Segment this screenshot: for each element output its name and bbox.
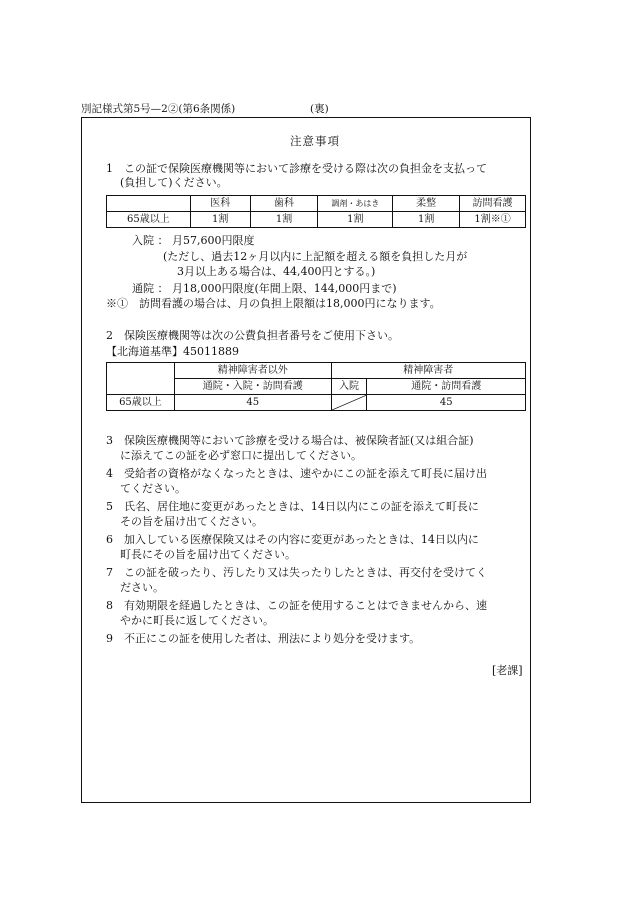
notice-item-3-line1: 3 保険医療機関等において診療を受ける場合は、被保険者証(又は組合証) <box>106 434 474 447</box>
table-cell: 65歳以上 <box>107 212 191 228</box>
notice-item-5-line2: その旨を届け出てください。 <box>120 515 263 528</box>
notice-item-8-line2: やかに町長に返してください。 <box>120 614 274 627</box>
table-cell: 1割※① <box>460 212 526 228</box>
notice-item-8-line1: 8 有効期限を経過したときは、この証を使用することはできませんから、速 <box>106 599 487 612</box>
burden-table <box>106 195 526 228</box>
notice-item-7-line2: ださい。 <box>120 581 164 594</box>
notice-item-5-line1: 5 氏名、居住地に変更があったときは、14日以内にこの証を添えて町長に <box>106 500 479 513</box>
table-header-cell: 通院・訪問看護 <box>367 379 526 395</box>
table-cell: 1割 <box>190 212 250 228</box>
table-row <box>107 212 526 228</box>
table-cell: 45 <box>367 395 526 411</box>
notice-item-4-line2: てください。 <box>120 482 186 495</box>
page-title: 注意事項 <box>290 134 340 148</box>
table-header-row <box>107 196 526 212</box>
notice-item-7-line1: 7 この証を破ったり、汚したり又は失ったりしたときは、再交付を受けてく <box>106 566 487 579</box>
table-header-cell: 入院 <box>331 379 367 395</box>
table-header-cell: 通院・入院・訪問看護 <box>174 379 331 395</box>
public-payer-table <box>106 362 526 411</box>
section1-line1: 1 この証で保険医療機関等において診療を受ける際は次の負担金を支払って <box>106 162 487 175</box>
form-label: 別記様式第5号—2②(第6条関係) <box>81 103 236 115</box>
side-label: (裏) <box>310 103 329 115</box>
table-header-cell: 歯科 <box>250 196 318 212</box>
notice-item-6-line2: 町長にその旨を届け出てください。 <box>120 548 296 561</box>
table-header-cell <box>107 363 175 395</box>
nyuin-note-line2: 3月以上ある場合は、44,400円とする。) <box>177 265 376 278</box>
nyuin-note-line1: (ただし、過去12ヶ月以内に上記額を超える額を負担した月が <box>163 250 468 263</box>
section2-line2: 【北海道基準】45011889 <box>106 345 239 358</box>
table-header-cell: 精神障害者以外 <box>174 363 331 379</box>
nyuin-limit: 入院 ： 月57,600円限度 <box>132 234 255 247</box>
table-header-cell: 柔整 <box>393 196 460 212</box>
department-label: [老課] <box>492 664 523 677</box>
table-header-cell: 医科 <box>190 196 250 212</box>
table-header-cell <box>107 196 191 212</box>
table-row <box>107 395 526 411</box>
section1-line2: (負担して)ください。 <box>120 176 228 189</box>
form-header <box>81 101 329 116</box>
notice-item-4-line1: 4 受給者の資格がなくなったときは、速やかにこの証を添えて町長に届け出 <box>106 467 487 480</box>
notice-item-6-line1: 6 加入している医療保険又はその内容に変更があったときは、14日以内に <box>106 533 479 546</box>
table-cell: 1割 <box>250 212 318 228</box>
table-cell: 65歳以上 <box>107 395 175 411</box>
table-cell: 1割 <box>318 212 393 228</box>
notice-item-9-line1: 9 不正にこの証を使用した者は、刑法により処分を受けます。 <box>106 632 421 645</box>
table-header-cell: 精神障害者 <box>331 363 525 379</box>
visit-nursing-footnote: ※① 訪問看護の場合は、月の負担上限額は18,000円になります。 <box>106 297 441 310</box>
section2-line1: 2 保険医療機関等は次の公費負担者番号をご使用下さい。 <box>106 329 399 342</box>
table-header-cell: 訪問看護 <box>460 196 526 212</box>
diagonal-slash <box>332 395 367 410</box>
table-cell-slashed <box>331 395 367 411</box>
notice-item-3-line2: に添えてこの証を必ず窓口に提出してください。 <box>120 449 362 462</box>
table-cell: 1割 <box>393 212 460 228</box>
table-header-row <box>107 363 526 379</box>
table-header-cell: 調剤・あはき <box>318 196 393 212</box>
table-cell: 45 <box>174 395 331 411</box>
tsuin-limit: 通院 ： 月18,000円限度(年間上限、144,000円まで) <box>132 282 397 295</box>
